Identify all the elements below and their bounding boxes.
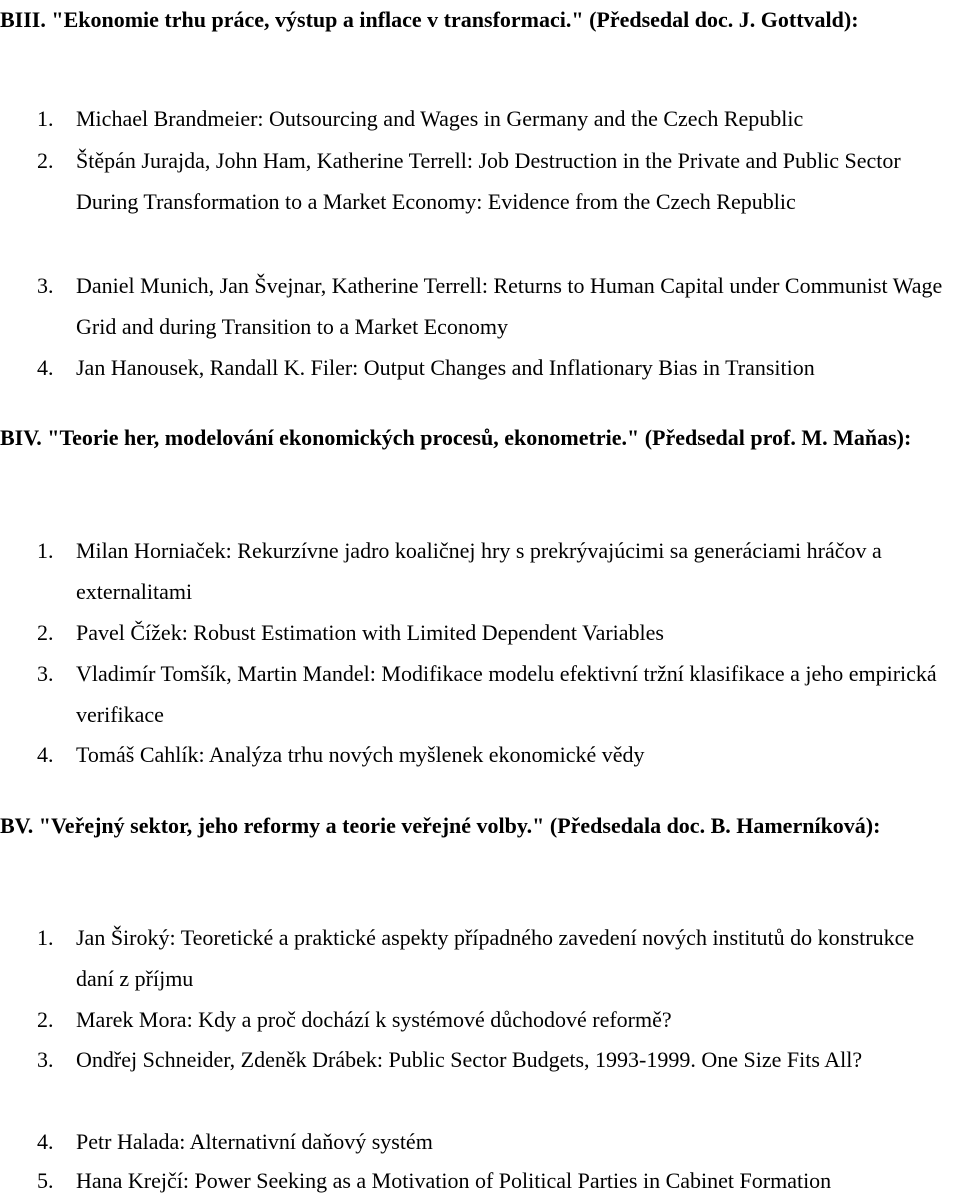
item-number: 2. xyxy=(37,148,54,173)
item-number: 2. xyxy=(37,1007,54,1032)
list-item xyxy=(37,999,952,1040)
item-text: Milan Horniaček: Rekurzívne jadro koaličnej hry s prekrývajúcimi sa generáciami hráčov a externalitami xyxy=(76,538,882,604)
item-number: 3. xyxy=(37,273,54,298)
item-number: 2. xyxy=(37,620,54,645)
item-text: Daniel Munich, Jan Švejnar, Katherine Terrell: Returns to Human Capital under Communist Wage Grid and during Transition to a Market Economy xyxy=(76,273,943,339)
item-text: Pavel Čížek: Robust Estimation with Limited Dependent Variables xyxy=(76,620,664,645)
list-item xyxy=(37,1039,952,1080)
item-number: 1. xyxy=(37,538,54,563)
item-number: 4. xyxy=(37,742,54,767)
list-item xyxy=(37,1121,952,1162)
item-number: 3. xyxy=(37,661,54,686)
item-number: 1. xyxy=(37,925,54,950)
list-item xyxy=(37,917,952,999)
item-text: Jan Hanousek, Randall K. Filer: Output Changes and Inflationary Bias in Transition xyxy=(76,355,815,380)
list-item xyxy=(37,1160,952,1201)
section-heading-biv: BIV. "Teorie her, modelování ekonomických procesů, ekonometrie." (Předsedal prof. M. Maňas): xyxy=(0,425,912,450)
item-number: 3. xyxy=(37,1047,54,1072)
item-text: Michael Brandmeier: Outsourcing and Wages in Germany and the Czech Republic xyxy=(76,106,804,131)
list-item xyxy=(37,140,952,222)
list-item xyxy=(37,530,952,612)
section-heading-biii: BIII. "Ekonomie trhu práce, výstup a inflace v transformaci." (Předsedal doc. J. Gottvald): xyxy=(0,7,859,32)
item-text: Vladimír Tomšík, Martin Mandel: Modifikace modelu efektivní tržní klasifikace a jeho empirická verifikace xyxy=(76,661,937,727)
item-text: Štěpán Jurajda, John Ham, Katherine Terrell: Job Destruction in the Private and Public Sector During Transformation to a Market Economy: Evidence from the Czech Republic xyxy=(76,148,901,214)
list-item xyxy=(37,653,952,735)
item-text: Hana Krejčí: Power Seeking as a Motivation of Political Parties in Cabinet Formation xyxy=(76,1168,832,1193)
list-item xyxy=(37,347,952,388)
item-text: Jan Široký: Teoretické a praktické aspekty případného zavedení nových institutů do konstrukce daní z příjmu xyxy=(76,925,915,991)
list-item xyxy=(37,98,952,139)
section-heading-bv: BV. "Veřejný sektor, jeho reformy a teorie veřejné volby." (Předsedala doc. B. Hamerníková): xyxy=(0,813,881,838)
item-text: Marek Mora: Kdy a proč dochází k systémové důchodové reformě? xyxy=(76,1007,672,1032)
list-item xyxy=(37,612,952,653)
list-item xyxy=(37,265,952,347)
item-text: Tomáš Cahlík: Analýza trhu nových myšlenek ekonomické vědy xyxy=(76,742,645,767)
item-number: 4. xyxy=(37,355,54,380)
item-number: 4. xyxy=(37,1129,54,1154)
item-number: 5. xyxy=(37,1168,54,1193)
item-text: Ondřej Schneider, Zdeněk Drábek: Public Sector Budgets, 1993-1999. One Size Fits All? xyxy=(76,1047,863,1072)
list-item xyxy=(37,734,952,775)
item-number: 1. xyxy=(37,106,54,131)
item-text: Petr Halada: Alternativní daňový systém xyxy=(76,1129,433,1154)
